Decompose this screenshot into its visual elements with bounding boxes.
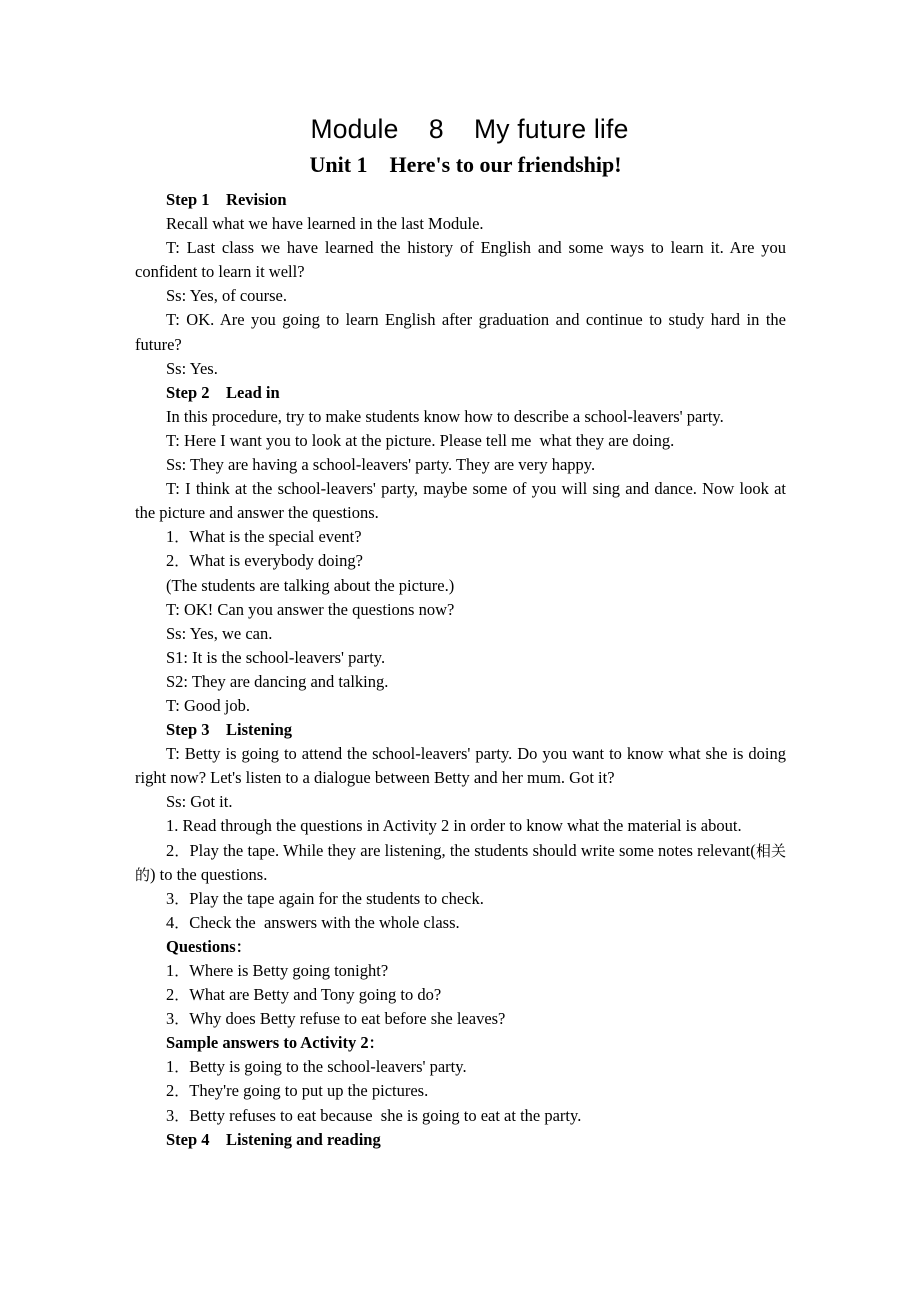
paragraph-lead_in_proc: In this procedure, try to make students know how to describe a school-leavers' party. xyxy=(166,406,724,426)
paragraph-t_ok_answer: T: OK! Can you answer the questions now? xyxy=(166,599,455,619)
paragraph-recall: Recall what we have learned in the last Module. xyxy=(166,214,484,234)
cjk-run: ． xyxy=(174,913,190,932)
cjk-run: ． xyxy=(174,1010,190,1029)
paragraph-ss_got_it: Ss: Got it. xyxy=(166,792,233,812)
paragraph-qq3: 3．Why does Betty refuse to eat before she leaves? xyxy=(166,1009,506,1029)
paragraph-t_i_think: T: I think at the school-leavers' party, maybe some of you will sing and dance. Now look at the picture and answer the questions. xyxy=(135,479,786,523)
paragraph-questions_hdr: Questions： xyxy=(166,936,251,956)
paragraph-sa2: 2．They're going to put up the pictures. xyxy=(166,1081,429,1101)
paragraph-sample_hdr: Sample answers to Activity 2： xyxy=(166,1033,384,1053)
cjk-run: ： xyxy=(368,1034,384,1053)
cjk-run: ． xyxy=(174,1106,190,1125)
paragraph-step3_heading: Step 3 Listening xyxy=(166,720,293,740)
paragraph-s2_dancing: S2: They are dancing and talking. xyxy=(166,671,389,691)
paragraph-q_everybody: 2．What is everybody doing? xyxy=(166,551,363,571)
paragraph-t_look_picture: T: Here I want you to look at the picture. Please tell me what they are doing. xyxy=(166,430,675,450)
cjk-run: ． xyxy=(174,841,190,860)
cjk-run: ． xyxy=(174,889,190,908)
paragraph-l1_read: 1. Read through the questions in Activity 2 in order to know what the material is about. xyxy=(166,816,742,836)
cjk-run: ． xyxy=(174,528,190,547)
cjk-run: ． xyxy=(174,552,190,571)
paragraph-q_special: 1．What is the special event? xyxy=(166,527,362,547)
cjk-run: ． xyxy=(174,986,190,1005)
paragraph-t_ok_going: T: OK. Are you going to learn English after graduation and continue to study hard in the future? xyxy=(135,310,786,354)
paragraph-l2_play: 2．Play the tape. While they are listening, the students should write some notes relevant(相关的) to the questions. xyxy=(135,840,786,884)
paragraph-qq2: 2．What are Betty and Tony going to do? xyxy=(166,985,442,1005)
cjk-run: 相关的 xyxy=(135,841,786,884)
document-content xyxy=(135,112,786,1152)
paragraph-t_last_class: T: Last class we have learned the history of English and some ways to learn it. Are you confident to learn it well? xyxy=(135,238,786,282)
paragraph-step1_heading: Step 1 Revision xyxy=(166,190,287,209)
paragraph-qq1: 1．Where is Betty going tonight? xyxy=(166,961,389,980)
paragraph-l3_play_again: 3．Play the tape again for the students to check. xyxy=(166,888,484,908)
paragraph-ss_having: Ss: They are having a school-leavers' party. They are very happy. xyxy=(166,455,596,475)
module-title: Module 8 My future life xyxy=(310,114,629,144)
paragraph-sa3: 3．Betty refuses to eat because she is going to eat at the party. xyxy=(166,1105,582,1125)
paragraph-t_good_job: T: Good job. xyxy=(166,695,250,715)
paragraph-ss_yes: Ss: Yes. xyxy=(166,358,218,378)
paragraph-step2_heading: Step 2 Lead in xyxy=(166,382,280,402)
cjk-run: ． xyxy=(174,1082,190,1101)
paragraph-sa1: 1．Betty is going to the school-leavers' party. xyxy=(166,1057,467,1077)
unit-title: Unit 1 Here's to our friendship! xyxy=(309,152,622,177)
paragraph-ss_yes_course: Ss: Yes, of course. xyxy=(166,286,288,306)
cjk-run: ． xyxy=(174,1058,190,1077)
paragraph-s1_party: S1: It is the school-leavers' party. xyxy=(166,647,386,667)
paragraph-students_talk: (The students are talking about the picture.) xyxy=(166,575,455,595)
paragraph-step4_heading: Step 4 Listening and reading xyxy=(166,1129,381,1149)
cjk-run: ． xyxy=(174,962,190,980)
lesson-body xyxy=(135,188,786,1152)
cjk-run: ： xyxy=(235,937,251,956)
paragraph-t_betty_attend: T: Betty is going to attend the school-leavers' party. Do you want to know what she is doing right now? Let's listen to a dialogue between Betty and her mum. Got it? xyxy=(135,744,786,788)
paragraph-ss_yes_we_can: Ss: Yes, we can. xyxy=(166,623,273,643)
paragraph-l4_check: 4．Check the answers with the whole class. xyxy=(166,912,460,932)
